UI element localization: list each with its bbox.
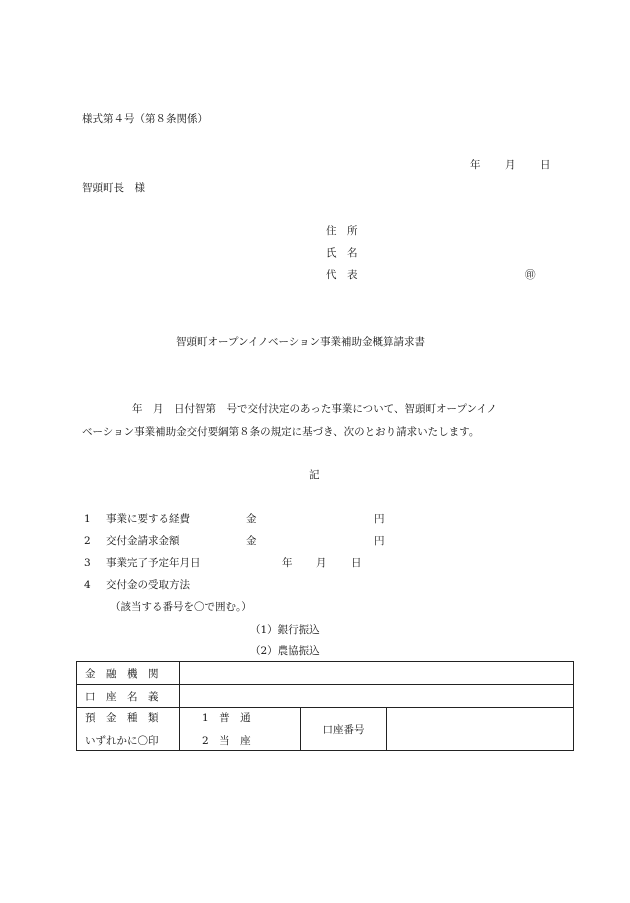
item-label: 交付金請求金額 (106, 535, 180, 547)
seal-mark: ㊞ (525, 269, 536, 281)
name-label: 氏 名 (326, 247, 358, 259)
choose-one-note: いずれかに〇印 (85, 735, 159, 747)
representative-label: 代 表 (326, 269, 358, 281)
address-label: 住 所 (326, 225, 358, 237)
ki-heading: 記 (309, 469, 320, 481)
table-row (77, 685, 574, 708)
form-number: 様式第４号（第８条関係） (82, 113, 208, 125)
item-date-month: 月 (316, 557, 327, 569)
item-date-day: 日 (351, 557, 362, 569)
item-suffix: 円 (374, 513, 385, 525)
account-number-field[interactable] (387, 708, 574, 751)
deposit-type-label: 預 金 種 類 いずれかに〇印 (77, 708, 180, 751)
item-number: 2 (84, 535, 91, 547)
account-name-label: 口 座 名 義 (77, 685, 180, 708)
table-row (77, 708, 574, 751)
item-prefix: 金 (246, 535, 257, 547)
document-title: 智頭町オープンイノベーション事業補助金概算請求書 (176, 336, 426, 348)
bank-info-table (76, 661, 574, 751)
item-label: 交付金の受取方法 (106, 579, 190, 591)
date-month: 月 (505, 159, 516, 171)
item-label: 事業に要する経費 (106, 513, 190, 525)
item-number: 3 (84, 557, 91, 569)
account-number-label: 口座番号 (301, 708, 387, 751)
deposit-type-options[interactable] (180, 708, 301, 751)
account-name-field[interactable] (180, 685, 574, 708)
selection-note: （該当する番号を〇で囲む。） (110, 601, 252, 613)
option-ordinary[interactable]: 1 普 通 (202, 712, 251, 724)
option-current[interactable]: 2 当 座 (202, 735, 251, 747)
body-line-2: ベーション事業補助金交付要綱第８条の規定に基づき、次のとおり請求いたします。 (82, 426, 480, 438)
method-bank-transfer: （1）銀行振込 (250, 624, 320, 636)
financial-institution-field[interactable] (180, 662, 574, 685)
date-year: 年 (470, 159, 481, 171)
item-number: 1 (84, 513, 91, 525)
item-number: 4 (84, 579, 91, 591)
item-suffix: 円 (374, 535, 385, 547)
financial-institution-label: 金 融 機 関 (77, 662, 180, 685)
date-day: 日 (540, 159, 551, 171)
item-label: 事業完了予定年月日 (106, 557, 201, 569)
table-row (77, 662, 574, 685)
addressee: 智頭町長 様 (82, 182, 145, 194)
body-line-1: 年 月 日付智第 号で交付決定のあった事業について、智頭町オープンイノ (132, 403, 497, 415)
item-date-year: 年 (282, 557, 293, 569)
method-ja-transfer: （2）農協振込 (250, 645, 320, 657)
item-prefix: 金 (246, 513, 257, 525)
